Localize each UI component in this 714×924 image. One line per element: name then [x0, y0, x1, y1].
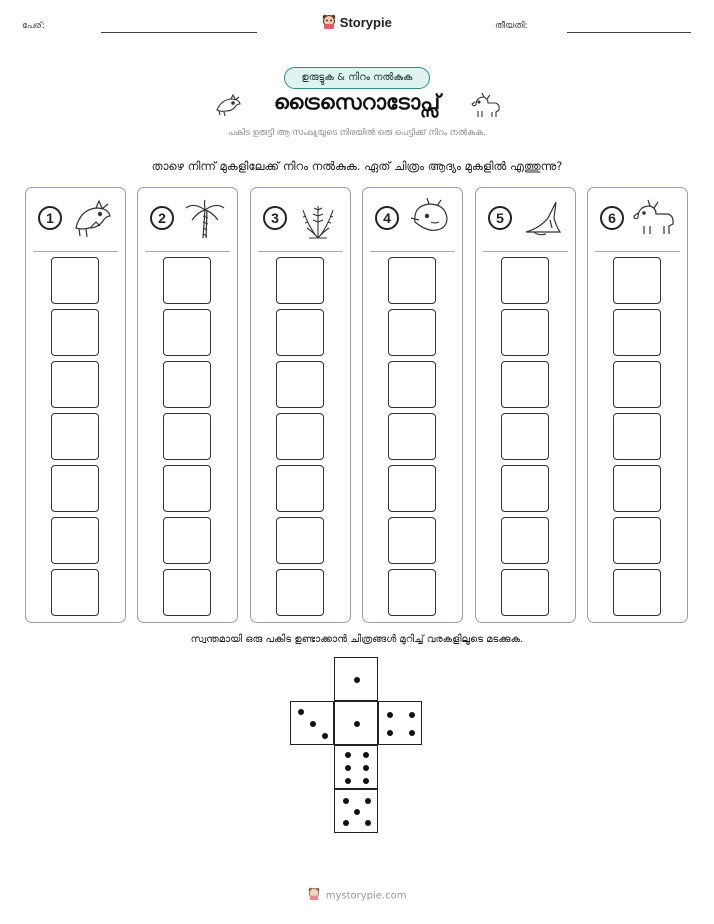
color-box[interactable] [163, 361, 211, 408]
dice-face-6 [334, 745, 378, 789]
dice-pip [387, 712, 393, 718]
instruction-prompt: താഴെ നിന്ന് മുകളിലേക്ക് നിറം നൽകുക. ഏത് ചിത്രം ആദ്യം മുകളിൽ എത്തുന്നു? [151, 159, 563, 173]
color-box[interactable] [613, 413, 661, 460]
dinosaur-head-icon [70, 198, 116, 240]
color-box[interactable] [388, 465, 436, 512]
dice-pip [387, 730, 393, 736]
color-box[interactable] [501, 517, 549, 564]
color-box[interactable] [388, 361, 436, 408]
color-box[interactable] [613, 569, 661, 616]
dice-pip [365, 798, 371, 804]
color-box[interactable] [388, 517, 436, 564]
dice-pip [365, 820, 371, 826]
number-column-6 [587, 187, 688, 623]
color-box[interactable] [501, 569, 549, 616]
dice-pip [363, 765, 369, 771]
footer [0, 887, 714, 904]
dice-face-3 [290, 701, 334, 745]
number-column-3 [250, 187, 351, 623]
color-box[interactable] [276, 257, 324, 304]
column-number: 1 [38, 206, 62, 230]
column-divider [370, 251, 455, 252]
column-divider [483, 251, 568, 252]
date-line[interactable] [567, 32, 691, 33]
dice-pip [409, 712, 415, 718]
dice-pip [345, 765, 351, 771]
dice-face-5 [334, 789, 378, 833]
dice-face-4 [378, 701, 422, 745]
dice-face-1 [334, 657, 378, 701]
page-title: ട്രൈസെറാടോപ്സ് [273, 90, 441, 114]
column-divider [33, 251, 118, 252]
color-box[interactable] [501, 361, 549, 408]
color-box[interactable] [163, 309, 211, 356]
column-number: 3 [263, 206, 287, 230]
column-divider [145, 251, 230, 252]
color-box[interactable] [51, 569, 99, 616]
dice-pip [343, 798, 349, 804]
dice-face-1 [334, 701, 378, 745]
dice-pip [345, 752, 351, 758]
page-subtitle: പകിട ഉരുട്ടി ആ സംഖ്യയുടെ നിരയിൽ ഒരു പെട്ടിക്ക് നിറം നൽകുക. [228, 128, 486, 138]
color-box[interactable] [613, 309, 661, 356]
color-box[interactable] [613, 465, 661, 512]
color-box[interactable] [51, 517, 99, 564]
color-box[interactable] [51, 465, 99, 512]
number-column-5 [475, 187, 576, 623]
dice-pip [354, 677, 360, 683]
dice-pip [298, 709, 304, 715]
dice-pip [363, 752, 369, 758]
dice-pip [322, 733, 328, 739]
dice-instruction: സ്വന്തമായി ഒരു പകിട ഉണ്ടാക്കാൻ ചിത്രങ്ങൾ മുറിച്ച് വരകളിലൂടെ മടക്കുക. [190, 634, 524, 645]
color-box[interactable] [276, 361, 324, 408]
dice-pip [343, 820, 349, 826]
color-box[interactable] [51, 309, 99, 356]
column-number: 5 [488, 206, 512, 230]
color-box[interactable] [276, 517, 324, 564]
column-number: 2 [150, 206, 174, 230]
color-box[interactable] [276, 413, 324, 460]
column-number: 6 [600, 206, 624, 230]
date-label: തീയതി: [495, 21, 528, 31]
color-box[interactable] [388, 413, 436, 460]
color-box[interactable] [163, 465, 211, 512]
bear-logo-icon [308, 887, 320, 904]
color-box[interactable] [276, 309, 324, 356]
brand-name: Storypie [339, 14, 392, 30]
color-box[interactable] [276, 569, 324, 616]
number-column-1 [25, 187, 126, 623]
color-box[interactable] [501, 465, 549, 512]
color-box[interactable] [51, 413, 99, 460]
color-box[interactable] [388, 309, 436, 356]
color-box[interactable] [51, 361, 99, 408]
column-divider [595, 251, 680, 252]
color-box[interactable] [276, 465, 324, 512]
color-box[interactable] [501, 257, 549, 304]
triceratops-icon [470, 93, 502, 119]
column-number: 4 [375, 206, 399, 230]
column-divider [258, 251, 343, 252]
number-column-4 [362, 187, 463, 623]
dice-pip [354, 809, 360, 815]
color-box[interactable] [613, 361, 661, 408]
bear-logo-icon [322, 14, 336, 33]
color-box[interactable] [163, 569, 211, 616]
color-box[interactable] [501, 309, 549, 356]
color-box[interactable] [501, 413, 549, 460]
color-box[interactable] [613, 257, 661, 304]
dice-pip [409, 730, 415, 736]
footer-url[interactable]: mystorypie.com [325, 890, 407, 902]
color-box[interactable] [388, 569, 436, 616]
fern-plant-icon [295, 198, 341, 240]
color-box[interactable] [163, 517, 211, 564]
color-box[interactable] [613, 517, 661, 564]
dice-pip [354, 721, 360, 727]
number-column-2 [137, 187, 238, 623]
name-label: പേര്: [22, 21, 45, 31]
color-box[interactable] [163, 257, 211, 304]
dinosaur-horn-icon [520, 198, 566, 240]
triceratops-head-icon [407, 198, 453, 240]
color-box[interactable] [163, 413, 211, 460]
dice-pip [310, 721, 316, 727]
dice-pip [363, 778, 369, 784]
triceratops-icon [632, 198, 678, 240]
activity-badge: ഉരുട്ടുക & നിറം നൽകുക [284, 67, 430, 89]
color-box[interactable] [388, 257, 436, 304]
color-box[interactable] [51, 257, 99, 304]
palm-tree-icon [182, 198, 228, 240]
brand-logo [0, 14, 714, 33]
dice-pip [345, 778, 351, 784]
